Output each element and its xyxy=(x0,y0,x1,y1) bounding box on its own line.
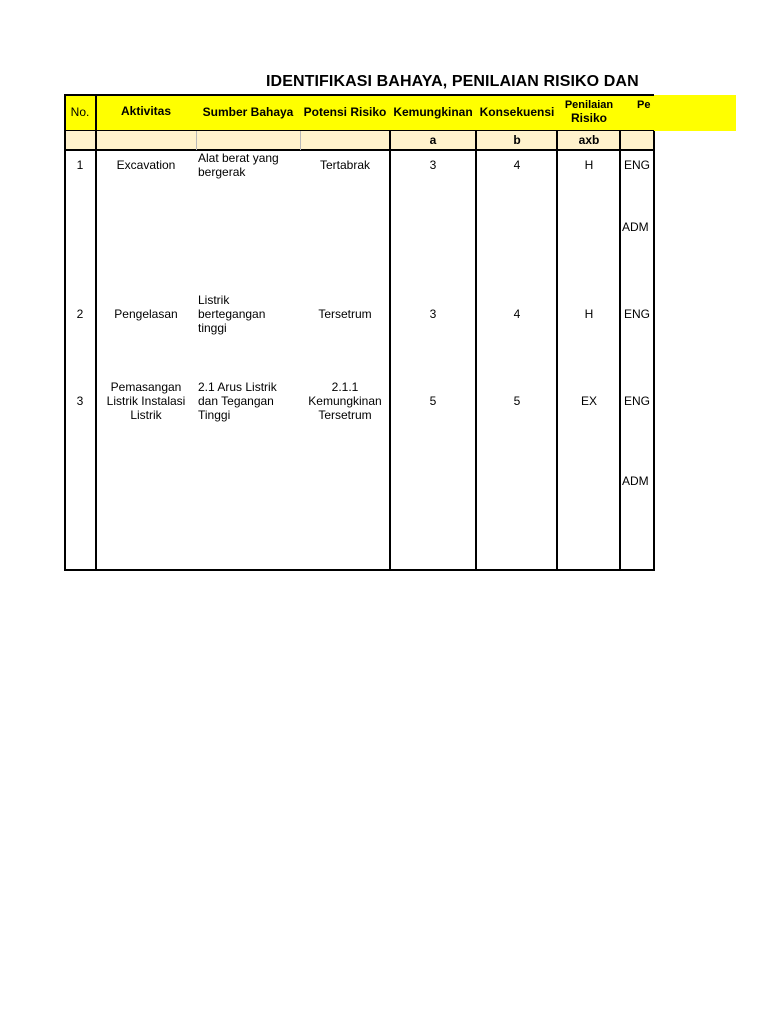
row1-pe-adm: ADM xyxy=(622,220,649,234)
col-border-potensi xyxy=(389,131,391,571)
header-potensi-risiko: Potensi Risiko xyxy=(303,105,387,119)
row2-penilaian: H xyxy=(584,307,594,321)
row3-aktivitas-line1: Pemasangan xyxy=(110,380,182,394)
table-top-border xyxy=(64,94,654,96)
header-no: No. xyxy=(70,105,90,119)
header-pe: Pe xyxy=(637,99,651,111)
row2-sumber-line3: tinggi xyxy=(198,321,227,335)
subheader-b: b xyxy=(513,133,521,147)
subheader-a: a xyxy=(429,133,437,147)
col-border-penilaian xyxy=(619,131,621,571)
row3-kemungkinan: 5 xyxy=(429,394,437,408)
row2-sumber-line1: Listrik xyxy=(198,293,230,307)
row3-sumber-line1: 2.1 Arus Listrik xyxy=(198,380,277,394)
row2-aktivitas: Pengelasan xyxy=(114,307,178,321)
row1-sumber-line2: bergerak xyxy=(198,165,246,179)
row2-konsekuensi: 4 xyxy=(513,307,521,321)
subheader-bottom-border xyxy=(64,149,654,151)
row3-potensi-line3: Tersetrum xyxy=(318,408,372,422)
row1-no: 1 xyxy=(76,158,84,172)
col-border-aktivitas xyxy=(196,131,197,150)
col-border-konsekuensi xyxy=(556,131,558,571)
row2-pe-eng: ENG xyxy=(624,307,651,321)
row1-sumber-line1: Alat berat yang xyxy=(198,151,279,165)
page-title: IDENTIFIKASI BAHAYA, PENILAIAN RISIKO DAN xyxy=(266,73,639,90)
row3-sumber-line3: Tinggi xyxy=(198,408,231,422)
row3-penilaian: EX xyxy=(580,394,597,408)
row3-aktivitas-line2: Listrik Instalasi xyxy=(106,394,186,408)
row3-pe-eng: ENG xyxy=(624,394,651,408)
row3-pe-adm: ADM xyxy=(622,474,649,488)
row1-kemungkinan: 3 xyxy=(429,158,437,172)
header-sumber-bahaya: Sumber Bahaya xyxy=(202,105,294,119)
row2-potensi: Tersetrum xyxy=(318,307,372,321)
header-penilaian-risiko-line2: Risiko xyxy=(570,111,607,125)
col-border-kemungkinan xyxy=(475,131,477,571)
col-border-no xyxy=(95,94,97,571)
row2-sumber-line2: bertegangan xyxy=(198,307,266,321)
row1-aktivitas: Excavation xyxy=(116,158,176,172)
row3-aktivitas-line3: Listrik xyxy=(130,408,162,422)
row1-konsekuensi: 4 xyxy=(513,158,521,172)
header-konsekuensi: Konsekuensi xyxy=(479,105,555,119)
header-bottom-border xyxy=(64,130,654,131)
header-kemungkinan: Kemungkinan xyxy=(393,105,473,119)
row2-kemungkinan: 3 xyxy=(429,307,437,321)
row3-sumber-line2: dan Tegangan xyxy=(198,394,274,408)
row3-potensi-line2: Kemungkinan xyxy=(308,394,382,408)
subheader-axb: axb xyxy=(578,133,600,147)
row1-pe-eng: ENG xyxy=(624,158,651,172)
row3-potensi-line1: 2.1.1 xyxy=(331,380,359,394)
header-aktivitas: Aktivitas xyxy=(120,104,172,118)
row1-penilaian: H xyxy=(584,158,594,172)
header-penilaian-risiko-line1: Penilaian xyxy=(564,99,614,111)
row1-potensi: Tertabrak xyxy=(319,158,371,172)
col-border-left xyxy=(64,94,66,571)
col-border-right xyxy=(653,131,655,571)
col-border-sumber xyxy=(300,131,301,150)
row2-no: 2 xyxy=(76,307,84,321)
row3-no: 3 xyxy=(76,394,84,408)
table-bottom-border xyxy=(64,569,654,571)
row3-konsekuensi: 5 xyxy=(513,394,521,408)
